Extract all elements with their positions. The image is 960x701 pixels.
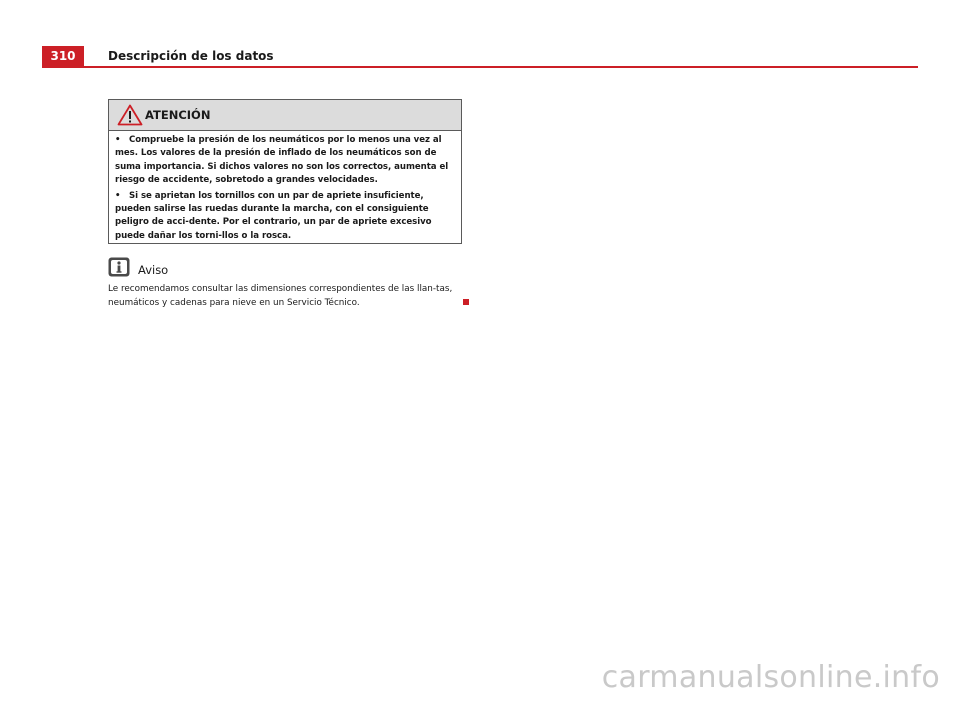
bullet-mark: • [115,135,121,145]
warning-item-text: Si se aprietan los tornillos con un par de apriete insuficiente, pueden salirse las ruedas durante la marcha, con el consiguiente peligro de acci-dente. Por el contrario, un par de apriete excesivo puede dañar los torni-llos o la rosca. [115,190,432,241]
warning-triangle-icon [117,104,143,126]
warning-item [115,190,455,244]
warning-title: ATENCIÓN [145,108,211,122]
warning-item-text: Compruebe la presión de los neumáticos por lo menos una vez al mes. Los valores de la presión de inflado de los neumáticos son de suma importancia. Si dichos valores no son los correctos, aumenta el riesgo de accidente, sobretodo a grandes velocidades. [115,135,449,186]
page-number: 310 [42,46,84,66]
section-title: Descripción de los datos [108,49,274,63]
warning-header [109,100,461,131]
note-title: Aviso [138,263,169,277]
warning-item [115,134,455,188]
info-note-icon [108,257,130,277]
page-header [42,46,918,68]
warning-body [109,131,461,243]
note-text: Le recomendamos consultar las dimensiones correspondientes de las llan-tas, neumáticos y cadenas para nieve en un Servicio Técnico. [108,284,453,308]
bullet-mark: • [115,190,121,201]
section-end-mark [463,299,469,305]
warning-box [108,99,462,244]
watermark: carmanualsonline.info [601,660,940,695]
